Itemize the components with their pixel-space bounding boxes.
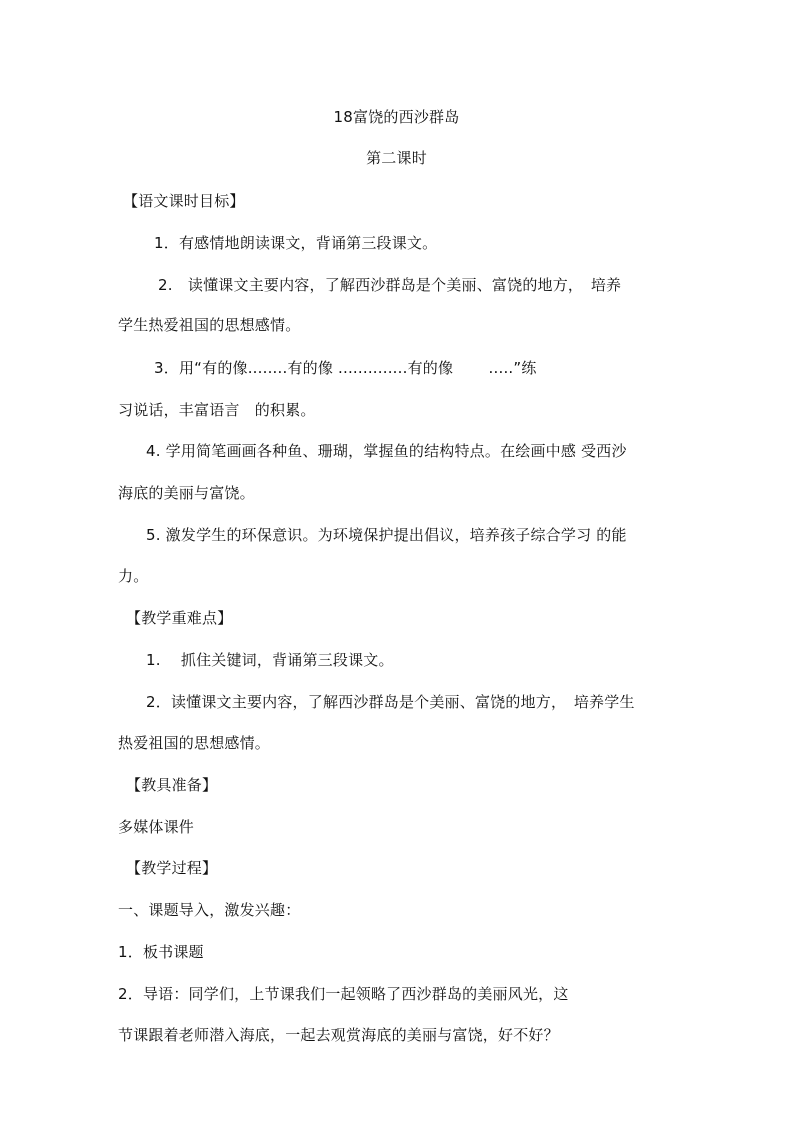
goal-line-8: 5. 激发学生的环保意识。为环境保护提出倡议，培养孩子综合学习 的能 [146, 526, 627, 544]
process-line-1: 一、课题导入，激发兴趣： [118, 901, 301, 919]
section-heading-tools: 【教具准备】 [126, 776, 218, 794]
key-point-line-2: 2．读懂课文主要内容，了解西沙群岛是个美丽、富饶的地方， 培养学生 [146, 693, 635, 711]
goal-line-7: 海底的美丽与富饶。 [118, 484, 255, 502]
process-line-3: 2．导语：同学们，上节课我们一起领略了西沙群岛的美丽风光，这 [118, 985, 569, 1003]
section-heading-process: 【教学过程】 [126, 859, 218, 877]
goal-line-3: 学生热爱祖国的思想感情。 [118, 316, 301, 334]
key-point-line-3: 热爱祖国的思想感情。 [118, 734, 271, 752]
goal-line-4: 3．用“有的像........有的像 ..............有的像 .....”练 [154, 359, 537, 377]
document-title: 18富饶的西沙群岛 [333, 108, 460, 126]
process-line-2: 1．板书课题 [118, 943, 204, 961]
tools-text: 多媒体课件 [118, 818, 195, 836]
goal-line-2: 2. 读懂课文主要内容，了解西沙群岛是个美丽、富饶的地方， 培养 [158, 276, 622, 294]
key-point-line-1: 1. 抓住关键词，背诵第三段课文。 [146, 651, 394, 669]
section-heading-goals: 【语文课时目标】 [123, 192, 245, 210]
goal-line-1: 1．有感情地朗读课文，背诵第三段课文。 [154, 234, 438, 252]
goal-line-9: 力。 [118, 567, 149, 585]
goal-line-5: 习说话，丰富语言 的积累。 [118, 401, 316, 419]
document-subtitle: 第二课时 [366, 149, 427, 167]
process-line-4: 节课跟着老师潜入海底，一起去观赏海底的美丽与富饶，好不好？ [118, 1026, 559, 1044]
goal-line-6: 4. 学用简笔画画各种鱼、珊瑚，掌握鱼的结构特点。在绘画中感 受西沙 [146, 442, 627, 460]
section-heading-key-points: 【教学重难点】 [126, 609, 233, 627]
